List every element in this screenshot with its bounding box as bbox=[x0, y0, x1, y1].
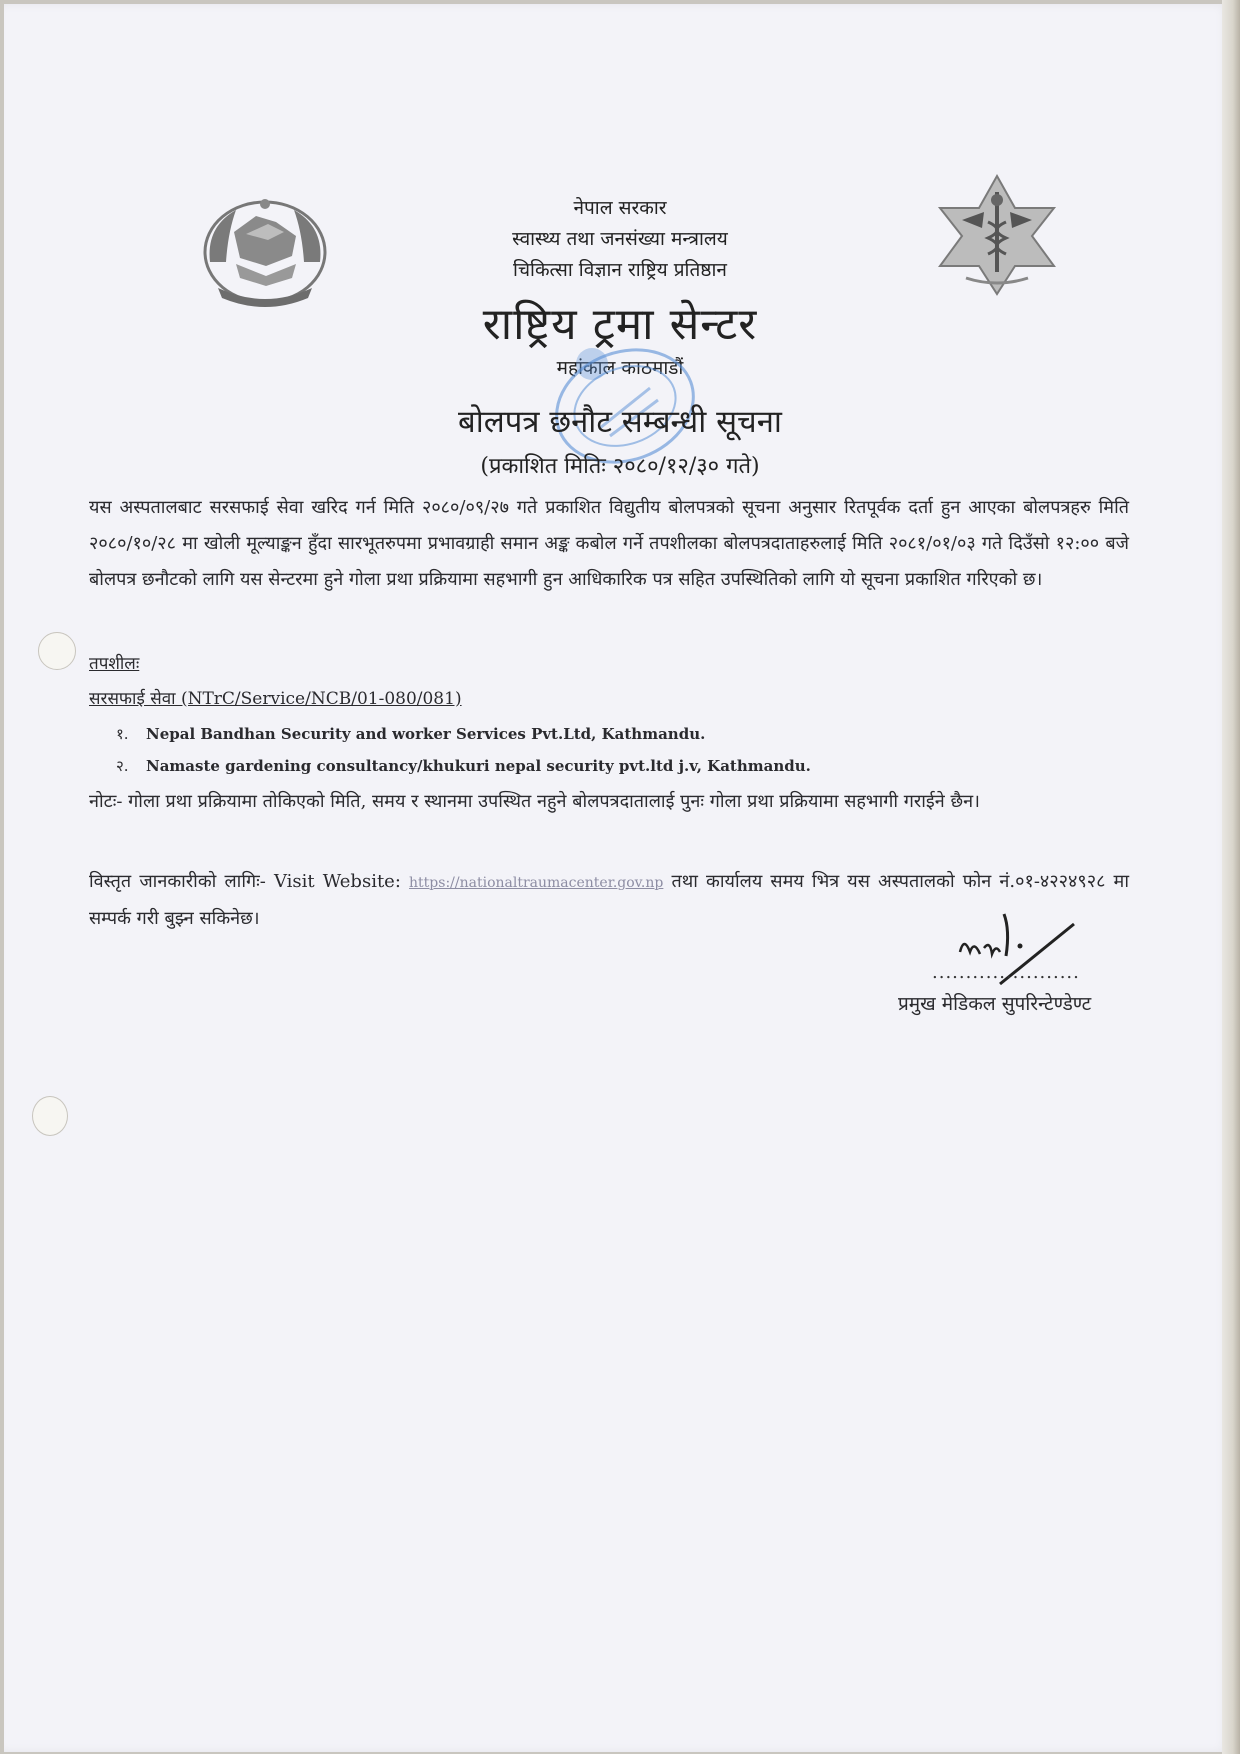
note-text: नोटः- गोला प्रथा प्रक्रियामा तोकिएको मिति, समय र स्थानमा उपस्थित नहुने बोलपत्रदातालाई पुनः गोला प्रथा प्रक्रियामा सहभागी गराईने छैन। bbox=[89, 791, 980, 812]
signature-dots: ...................... bbox=[932, 962, 1080, 983]
ministry-name: स्वास्थ्य तथा जनसंख्या मन्त्रालय bbox=[512, 228, 728, 250]
list-number: २. bbox=[116, 757, 129, 775]
government-name: नेपाल सरकार bbox=[573, 197, 667, 219]
signatory-title: प्रमुख मेडिकल सुपरिन्टेण्डेण्ट bbox=[898, 993, 1092, 1015]
info-suffix: तथा कार्यालय समय भित्र यस अस्पतालको फोन नं.०१-४२२४९२८ मा सम्पर्क गरी बुझ्न सकिनेछ। bbox=[89, 871, 1129, 929]
institute-name: चिकित्सा विज्ञान राष्ट्रिय प्रतिष्ठान bbox=[513, 259, 727, 281]
notice-title: बोलपत्र छनौट सम्बन्धी सूचना bbox=[458, 404, 782, 440]
list-item bbox=[116, 718, 811, 750]
list-item bbox=[116, 750, 811, 782]
bidder-name: Namaste gardening consultancy/khukuri nepal security pvt.ltd j.v, Kathmandu. bbox=[146, 757, 811, 775]
punch-hole bbox=[38, 632, 76, 670]
publish-date: (प्रकाशित मितिः २०८०/१२/३० गते) bbox=[480, 454, 760, 479]
list-number: १. bbox=[116, 725, 129, 743]
website-link[interactable]: https://nationaltraumacenter.gov.np bbox=[409, 875, 664, 891]
details-label: तपशीलः bbox=[89, 654, 140, 674]
punch-hole bbox=[32, 1096, 68, 1136]
info-prefix: विस्तृत जानकारीको लागिः- Visit Website: bbox=[89, 871, 410, 892]
notice-body: यस अस्पतालबाट सरसफाई सेवा खरिद गर्न मिति २०८०/०९/२७ गते प्रकाशित विद्युतीय बोलपत्रको सूचना अनुसार रितपूर्वक दर्ता हुन आएका बोलपत्रहरु मिति २०८०/१०/२८ मा खोली मूल्याङ्कन हुँदा सारभूतरुपमा प्रभावग्राही समान अङ्क कबोल गर्ने तपशीलका बोलपत्रदाताहरुलाई मिति २०८१/०१/०३ गते दिउँसो १२:०० बजे बोलपत्र छनौटको लागि यस सेन्टरमा हुने गोला प्रथा प्रक्रियामा सहभागी हुन आधिकारिक पत्र सहित उपस्थितिको लागि यो सूचना प्रकाशित गरिएको छ। bbox=[89, 497, 1130, 590]
service-label: सरसफाई सेवा (NTrC/Service/NCB/01-080/081) bbox=[89, 689, 462, 709]
center-location: महांकाल काठमाडौं bbox=[556, 357, 684, 379]
bidder-name: Nepal Bandhan Security and worker Services Pvt.Ltd, Kathmandu. bbox=[146, 725, 706, 743]
center-name: राष्ट्रिय ट्रमा सेन्टर bbox=[482, 299, 758, 350]
bidder-list bbox=[116, 718, 811, 782]
